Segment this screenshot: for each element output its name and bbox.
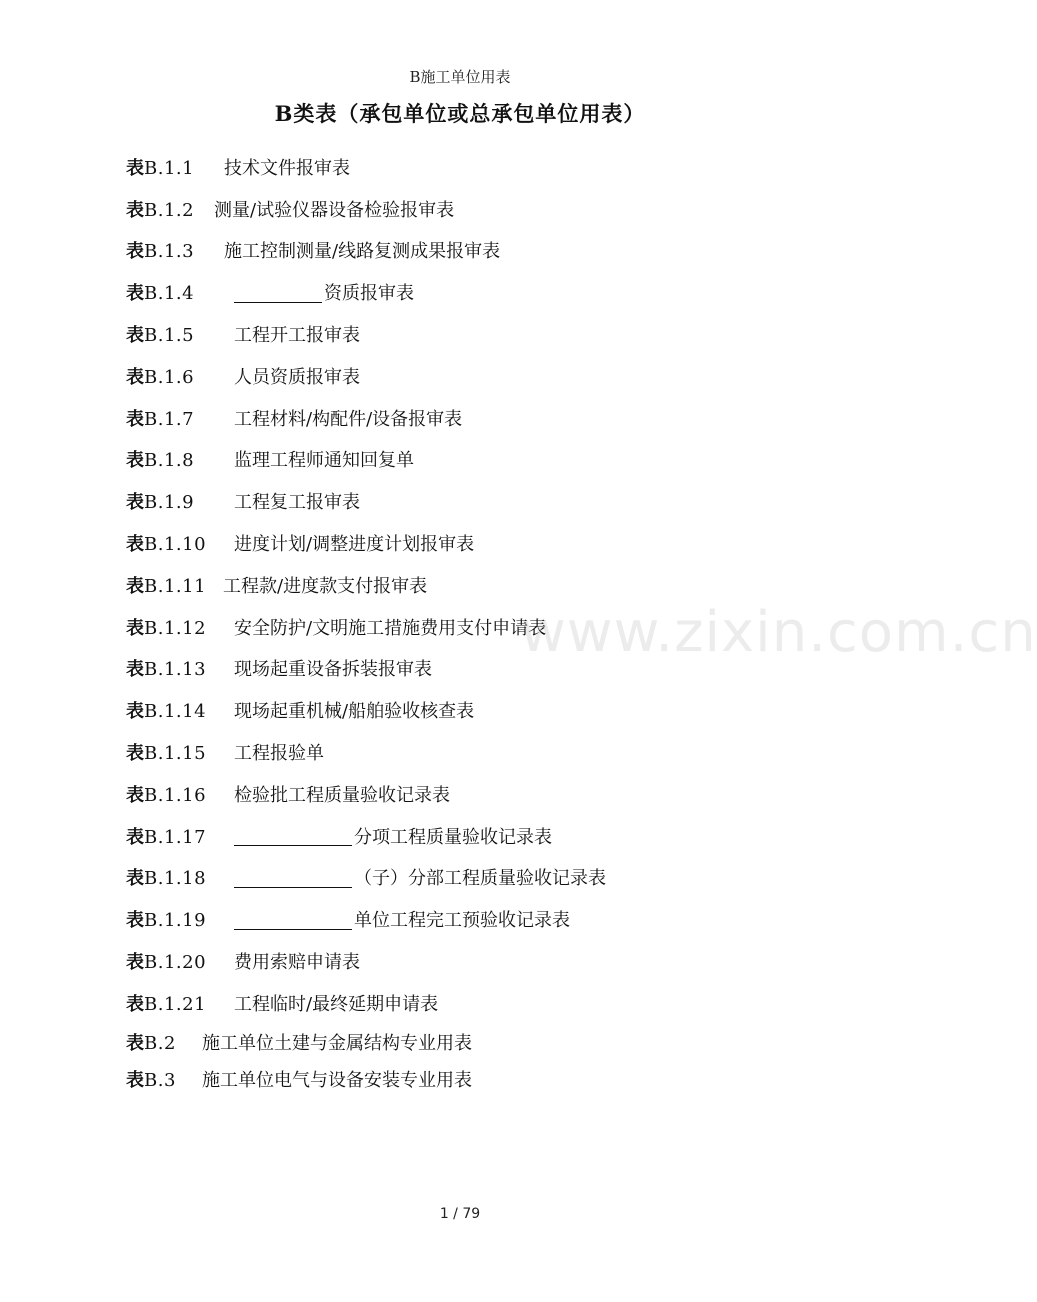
fill-in-blank (234, 909, 352, 930)
table-code: 表B.1.19 (126, 910, 207, 932)
list-item (126, 439, 826, 481)
running-header: B施工单位用表 (409, 68, 511, 86)
table-name: 施工单位电气与设备安装专业用表 (202, 1070, 472, 1092)
list-item (126, 188, 826, 230)
watermark-text: www.zixin.com.cn (520, 600, 1037, 665)
table-name: 单位工程完工预验收记录表 (354, 910, 570, 932)
list-item (126, 940, 826, 982)
table-code: 表B.1.5 (126, 325, 195, 347)
table-name: 资质报审表 (324, 283, 414, 305)
table-code: 表B.3 (126, 1070, 176, 1092)
table-code: 表B.1.7 (126, 408, 195, 430)
table-code: 表B.1.9 (126, 492, 195, 514)
list-item (126, 731, 826, 773)
list-item (126, 230, 826, 272)
table-name: 施工单位土建与金属结构专业用表 (202, 1033, 472, 1055)
table-code: 表B.2 (126, 1033, 176, 1055)
fill-in-blank (234, 867, 352, 888)
table-name: 现场起重机械/船舶验收核查表 (234, 701, 475, 723)
list-item (126, 606, 826, 648)
list-item (126, 1024, 826, 1061)
table-name: 施工控制测量/线路复测成果报审表 (224, 241, 501, 263)
list-item (126, 898, 826, 940)
list-item (126, 564, 826, 606)
table-code: 表B.1.20 (126, 952, 207, 974)
table-name: 进度计划/调整进度计划报审表 (234, 534, 475, 556)
list-item (126, 815, 826, 857)
table-code: 表B.1.1 (126, 157, 195, 179)
list-item (126, 480, 826, 522)
table-list (126, 146, 826, 1098)
table-code: 表B.1.2 (126, 199, 195, 221)
document-title: B类表（承包单位或总承包单位用表） (274, 101, 646, 126)
table-name: 工程报验单 (234, 743, 324, 765)
table-name: 监理工程师通知回复单 (234, 450, 414, 472)
list-item (126, 689, 826, 731)
table-code: 表B.1.10 (126, 534, 207, 556)
table-code: 表B.1.3 (126, 241, 195, 263)
list-item (126, 522, 826, 564)
table-name: 工程材料/构配件/设备报审表 (234, 408, 463, 430)
list-item (126, 146, 826, 188)
table-name: 测量/试验仪器设备检验报审表 (214, 199, 455, 221)
table-code: 表B.1.17 (126, 826, 207, 848)
list-item (126, 773, 826, 815)
table-code: 表B.1.21 (126, 993, 207, 1015)
table-code: 表B.1.13 (126, 659, 207, 681)
table-name: 检验批工程质量验收记录表 (234, 784, 450, 806)
list-item (126, 397, 826, 439)
fill-in-blank (234, 825, 352, 846)
list-item (126, 648, 826, 690)
table-name: 费用索赔申请表 (234, 952, 360, 974)
table-code: 表B.1.4 (126, 283, 195, 305)
list-item (126, 271, 826, 313)
table-code: 表B.1.16 (126, 784, 207, 806)
table-code: 表B.1.14 (126, 701, 207, 723)
table-name: 工程临时/最终延期申请表 (234, 993, 439, 1015)
table-name: 安全防护/文明施工措施费用支付申请表 (234, 617, 547, 639)
table-code: 表B.1.8 (126, 450, 195, 472)
list-item (126, 1061, 826, 1098)
table-code: 表B.1.11 (126, 575, 207, 597)
table-code: 表B.1.12 (126, 617, 207, 639)
table-name: 工程开工报审表 (234, 325, 360, 347)
list-item (126, 857, 826, 899)
table-name: 工程款/进度款支付报审表 (223, 575, 428, 597)
table-code: 表B.1.6 (126, 366, 195, 388)
table-name: （子）分部工程质量验收记录表 (354, 868, 606, 890)
page-number: 1 / 79 (439, 1206, 481, 1222)
table-code: 表B.1.15 (126, 743, 207, 765)
list-item (126, 355, 826, 397)
list-item (126, 982, 826, 1024)
table-name: 工程复工报审表 (234, 492, 360, 514)
table-name: 技术文件报审表 (224, 157, 350, 179)
table-name: 现场起重设备拆装报审表 (234, 659, 432, 681)
list-item (126, 313, 826, 355)
table-code: 表B.1.18 (126, 868, 207, 890)
fill-in-blank (234, 282, 322, 303)
table-name: 分项工程质量验收记录表 (354, 826, 552, 848)
table-name: 人员资质报审表 (234, 366, 360, 388)
